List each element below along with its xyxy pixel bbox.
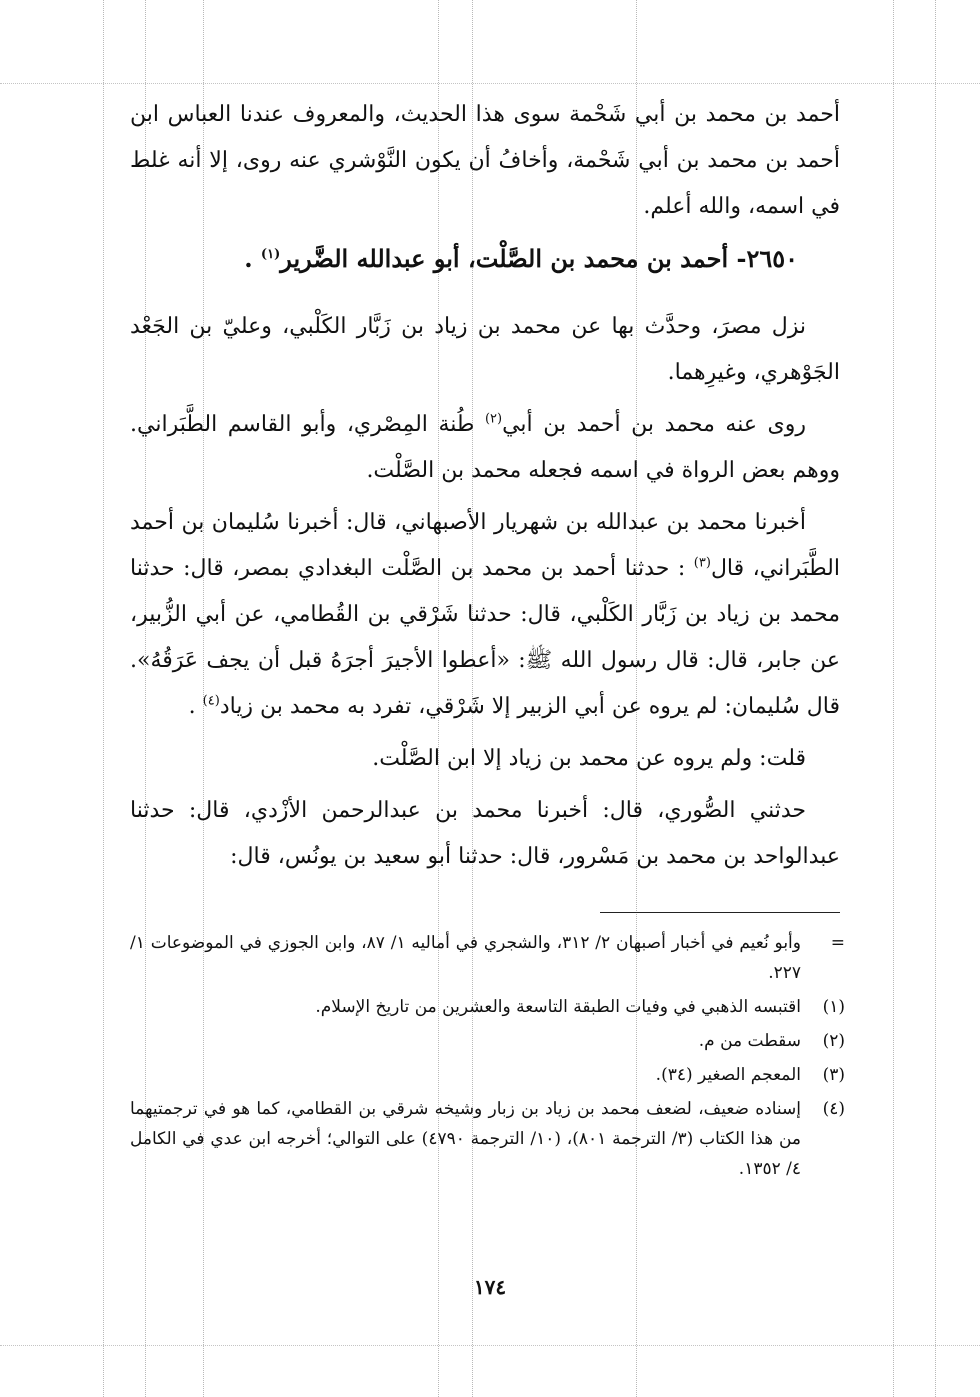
- footnote-text: وأبو نُعيم في أخبار أصبهان ٢/ ٣١٢، والشجري في أماليه ١/ ٨٧، وابن الجوزي في الموضوعات ١/ ٢٢٧.: [130, 933, 801, 983]
- scan-guide-line: [893, 0, 894, 1397]
- footnote-ref: (١): [260, 247, 281, 262]
- paragraph-continuation: أحمد بن محمد بن أبي شَحْمة سوى هذا الحديث، والمعروف عندنا العباس ابن أحمد بن محمد بن أبي شَحْمة، وأخافُ أن يكون النَّوْشري عنه روى، إلا أنه غلط في اسمه، والله أعلم.: [130, 102, 840, 219]
- footnote-text: اقتبسه الذهبي في وفيات الطبقة التاسعة والعشرين من تاريخ الإسلام.: [315, 997, 801, 1017]
- scan-guide-line: [935, 0, 936, 1397]
- entry-heading-text: ٢٦٥٠- أحمد بن محمد بن الصَّلْت، أبو عبدالله الضَّرير: [280, 244, 798, 273]
- footnote-text: سقطت من م.: [698, 1031, 801, 1051]
- paragraph-text: .: [188, 694, 203, 719]
- footnote-text: المعجم الصغير (٣٤).: [655, 1065, 801, 1085]
- paragraph: نزل مصرَ، وحدَّث بها عن محمد بن زياد بن زَبَّار الكَلْبي، وعليّ بن الجَعْد الجَوْهري، وغيرِهما.: [130, 314, 840, 385]
- footnote-mark: =: [830, 933, 845, 953]
- paragraph: قلت: ولم يروه عن محمد بن زياد إلا ابن الصَّلْت.: [372, 746, 806, 771]
- footnote-ref: (٣): [693, 555, 711, 571]
- footnote-mark: (٣): [822, 1065, 845, 1085]
- footnote-separator: [600, 912, 840, 913]
- paragraph: حدثني الصُّوري، قال: أخبرنا محمد بن عبدالرحمن الأزْدي، قال: حدثنا عبدالواحد بن محمد بن مَسْرور، قال: حدثنا أبو سعيد بن يونُس، قال:: [130, 798, 840, 869]
- paragraph-text: : حدثنا أحمد بن محمد بن الصَّلْت البغدادي بمصر، قال: حدثنا محمد بن زياد بن زَبَّار الكَلْبي، قال: حدثنا شَرْقي بن القُطامي، عن أبي الزُّبير، عن جابر، قال: قال رسول الله ﷺ: «أعطوا الأجيرَ أجرَهُ قبل أن يجف عَرَقُهُ». قال سُليمان: لم يروه عن أبي الزبير إلا شَرْقي، تفرد به محمد بن زياد: [130, 556, 840, 719]
- footnote-mark: (٢): [822, 1031, 845, 1051]
- heading-end: .: [244, 244, 261, 273]
- paragraph-text: طُنة المِصْري، وأبو القاسم الطَّبَراني. ووهم بعض الرواة في اسمه فجعله محمد بن الصَّلْت.: [130, 412, 840, 483]
- main-text: [130, 92, 840, 886]
- paragraph-text: روى عنه محمد بن أحمد بن أبي: [502, 412, 806, 437]
- paragraph-text: أخبرنا محمد بن عبدالله بن شهريار الأصبهاني، قال: أخبرنا سُليمان بن أحمد الطَّبَراني، قال: [130, 510, 840, 581]
- footnote: [130, 928, 845, 988]
- footnote: [130, 1060, 845, 1090]
- footnote-ref: (٤): [202, 693, 220, 709]
- footnote: [130, 992, 845, 1022]
- footnote-text: إسناده ضعيف، لضعف محمد بن زياد بن زبار وشيخه شرقي بن القطامي، كما هو في ترجمتيهما من هذا الكتاب (٣/ الترجمة ٨٠١)، (١٠/ الترجمة ٤٧٩٠) على التوالي؛ أخرجه ابن عدي في الكامل ٤/ ١٣٥٢.: [130, 1099, 802, 1179]
- footnote-mark: (٤): [822, 1099, 845, 1119]
- footnotes: [130, 928, 845, 1188]
- footnote: [130, 1094, 845, 1184]
- page-number: ١٧٤: [473, 1275, 507, 1299]
- scan-guide-line: [0, 1345, 980, 1346]
- footnote-mark: (١): [822, 997, 845, 1017]
- scan-guide-line: [103, 0, 104, 1397]
- scan-guide-line: [0, 83, 980, 84]
- paragraph: [130, 402, 840, 494]
- footnote: [130, 1026, 845, 1056]
- footnote-ref: (٢): [484, 411, 503, 427]
- paragraph-hadith: [130, 500, 840, 730]
- entry-heading: [130, 236, 840, 282]
